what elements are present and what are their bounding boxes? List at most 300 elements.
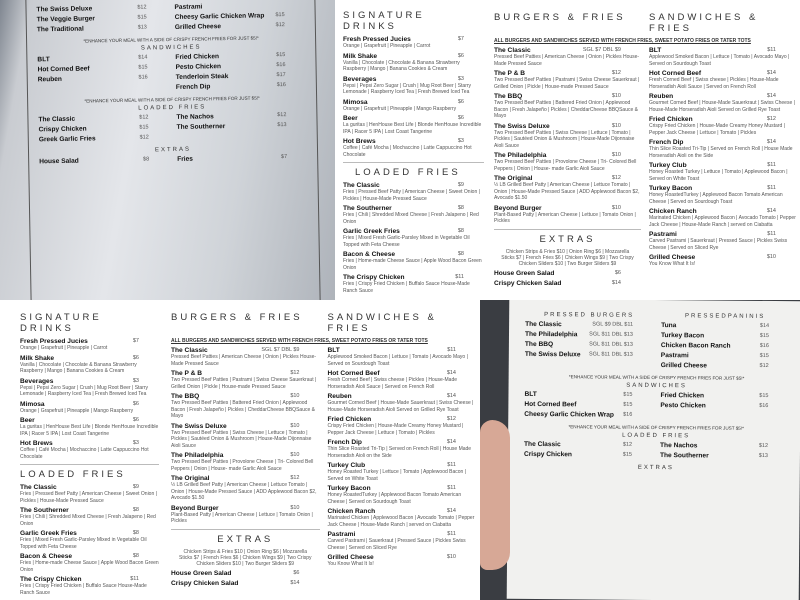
item-price: $6 xyxy=(293,569,300,576)
item-description: Pressed Beef Patties | American Cheese | Onion | Pickles House-Made Pressed Sauce xyxy=(171,354,317,367)
item-price: $13 xyxy=(758,452,768,459)
item-price: $14 xyxy=(446,439,456,445)
item-price: $15 xyxy=(137,14,147,21)
menu-item xyxy=(328,370,477,390)
item-name: The Crispy Chicken xyxy=(20,576,82,583)
menu-item xyxy=(524,451,652,459)
item-description: Plant-Based Patty | American Cheese | Lettuce | Tomato Onion | Pickles xyxy=(494,211,636,224)
extras-left xyxy=(39,156,169,168)
sandwiches-left xyxy=(37,54,168,96)
menu-item xyxy=(20,553,159,573)
menu-item xyxy=(649,162,796,182)
item-description: Two Pressed Beef Patties | Battered Fried Onion | Applewood Bacon | Fresh Jalapeño | Pickles | CheddarCheese BBQSauce & Mayo xyxy=(171,400,315,419)
item-name: Fries xyxy=(177,155,193,163)
menu-item xyxy=(37,24,167,33)
item-name: Turkey Bacon xyxy=(660,332,705,340)
item-price: $11 xyxy=(767,185,776,191)
menu-item xyxy=(343,115,484,135)
item-description: Pepsi | Pepsi Zero Sugar | Crush | Mug Root Beer | Starry Lemonade | Raspberry Iced Tea | Fresh Brewed Iced Tea xyxy=(20,384,149,397)
section-title: SANDWICHES xyxy=(140,44,202,52)
item-name: Chicken Ranch xyxy=(649,208,697,215)
menu-item xyxy=(494,47,641,67)
item-price: SGL $11 DBL $13 xyxy=(589,341,633,348)
item-name: Tenderloin Steak xyxy=(175,73,229,81)
item-name: The Classic xyxy=(343,182,380,189)
item-name: The Original xyxy=(171,475,210,482)
sandwiches-right xyxy=(660,392,788,423)
item-description: Two Pressed Beef Patties | Pastrami | Swiss Cheese Sauerkraut | Grilled Onion | Pickle | House-made Pressed Sauce xyxy=(171,377,317,390)
item-price: $12 xyxy=(139,114,149,121)
item-name: Grilled Cheese xyxy=(649,254,696,261)
item-name: The Philadelphia xyxy=(494,152,547,159)
item-price: $6 xyxy=(457,98,464,105)
item-name: The Traditional xyxy=(36,25,84,34)
item-name: BLT xyxy=(37,56,50,64)
item-price: $3 xyxy=(132,377,139,384)
item-name: Reuben xyxy=(649,93,674,100)
item-name: Fresh Pressed Jucies xyxy=(20,338,88,345)
menu-item xyxy=(171,423,320,450)
item-price: $10 xyxy=(611,152,621,158)
item-price: $6 xyxy=(614,269,621,276)
fries-right xyxy=(176,112,307,144)
item-price: $8 xyxy=(132,530,139,536)
item-price: $15 xyxy=(759,352,769,359)
item-price: $10 xyxy=(290,452,300,458)
item-name: Turkey Bacon xyxy=(327,485,371,492)
item-price: $10 xyxy=(611,93,621,99)
item-name: Turkey Club xyxy=(327,462,366,469)
loaded-fries-list xyxy=(343,182,484,294)
item-description: Honey RoastedTurkey | Applewood Bacon Tomato American Cheese | Served on Sourdough Toast xyxy=(649,192,783,205)
item-price: $16 xyxy=(138,74,148,81)
item-price: $15 xyxy=(139,124,149,131)
item-price: $15 xyxy=(759,332,770,339)
item-name: Crispy Chicken xyxy=(523,450,573,459)
menu-item xyxy=(494,175,641,202)
item-description: Honey Roasted Turkey | Lettuce | Tomato | Applewood Bacon | Served on White Toast xyxy=(649,169,788,182)
item-price: $14 xyxy=(290,579,300,586)
menu-photo-2 xyxy=(480,300,800,600)
item-price: $10 xyxy=(611,122,621,129)
item-name: Grilled Cheese xyxy=(174,23,222,31)
item-price: $8 xyxy=(457,205,464,211)
menu-item xyxy=(20,530,159,550)
menu-item xyxy=(20,338,159,352)
item-name: Fried Chicken xyxy=(649,116,693,123)
item-name: Crispy Chicken Salad xyxy=(494,279,562,287)
item-name: Crispy Chicken xyxy=(38,125,87,134)
item-name: Bacon & Cheese xyxy=(343,251,396,258)
item-description: Orange | Grapefruit | Pineapple | Carrot xyxy=(343,43,431,49)
menu-item xyxy=(177,122,307,131)
item-price: SGL $9 DBL $11 xyxy=(592,321,634,328)
item-price: $11 xyxy=(455,274,464,280)
menu-item xyxy=(328,439,477,459)
menu-item xyxy=(38,64,168,73)
menu-item xyxy=(38,74,168,83)
item-name: The Classic xyxy=(525,320,562,329)
item-name: Reuben xyxy=(327,393,352,400)
item-description: Fries | Mixed Fresh Garlic-Parsley Mixed in Vegetable Oil Topped with Feta Cheese xyxy=(20,537,147,550)
section-title: LOADED FRIES xyxy=(20,469,126,480)
item-price: $15 xyxy=(759,392,769,399)
item-name: The BBQ xyxy=(524,340,554,349)
item-name: Pesto Chicken xyxy=(175,63,222,71)
menu-item xyxy=(524,411,652,419)
item-name: The BBQ xyxy=(494,93,523,100)
item-price: $6 xyxy=(457,52,464,59)
menu-item xyxy=(649,208,796,228)
menu-item xyxy=(525,331,653,339)
divider xyxy=(343,162,484,163)
item-name: House Green Salad xyxy=(494,269,555,277)
menu-item xyxy=(328,554,477,568)
item-name: Fried Chicken xyxy=(327,416,372,423)
item-price: $12 xyxy=(611,175,621,181)
section-title: EXTRAS xyxy=(637,464,674,472)
item-description: La guritas | HenHouse Best Life | Blonde HenHouse Incredible IPA | Racer 5 IPA | Lost Coast Tangerine xyxy=(20,424,159,437)
fries-left xyxy=(524,441,652,462)
paninis-list xyxy=(661,322,789,370)
item-name: The Swiss Deluxe xyxy=(524,350,581,359)
section-title: LOADED FRIES xyxy=(355,167,461,178)
loaded-fries-list xyxy=(20,484,159,596)
item-name: Tuna xyxy=(661,322,677,330)
menu-item xyxy=(494,280,641,287)
section-title: BURGERS & FRIES xyxy=(494,12,626,23)
drinks-list xyxy=(20,338,159,460)
served-with-note: ALL BURGERS AND SANDWICHES SERVED WITH FRENCH FRIES, SWEET POTATO FRIES OR TATER TOTS xyxy=(171,338,428,344)
item-price: $13 xyxy=(137,24,147,31)
item-description: Gourmet Corned Beef | House-Made Sauerkraut | Swiss Cheese | House-Made Horseradish Aioli Served on Grilled Rye Toast xyxy=(649,100,795,113)
menu-item xyxy=(494,205,641,225)
menu-item xyxy=(649,231,796,251)
item-name: The Southerner xyxy=(20,507,69,514)
item-name: The P & B xyxy=(494,70,526,77)
item-name: Greek Garlic Fries xyxy=(38,135,96,144)
digital-menu-drinks xyxy=(335,0,490,300)
item-name: Crispy Chicken Salad xyxy=(171,579,239,587)
section-title: SANDWICHES xyxy=(626,382,687,390)
item-price: $14 xyxy=(446,508,456,514)
section-title: EXTRAS xyxy=(217,533,274,545)
item-price: $8 xyxy=(142,156,150,163)
menu-item xyxy=(524,441,652,449)
menu-item xyxy=(174,2,304,11)
menu-item xyxy=(176,82,306,91)
menu-item xyxy=(328,462,477,482)
item-price: $12 xyxy=(290,475,300,481)
sandwiches-list xyxy=(328,347,477,590)
item-name: Turkey Bacon xyxy=(649,185,693,192)
divider xyxy=(20,464,159,465)
item-description: Fresh Corned Beef | Swiss cheese | Pickles | House-Made Horseradish Aioli Sauce | Served on French Roll xyxy=(649,77,779,90)
menu-item xyxy=(524,401,652,409)
item-price: $10 xyxy=(766,254,776,260)
item-name: The Classic xyxy=(20,484,57,491)
item-price: $14 xyxy=(138,54,148,61)
item-description: Two Pressed Beef Patties | Provolone Cheese | Tri- Colored Bell Peppers | Onion | House- made Garlic Aioli Sauce xyxy=(171,459,314,472)
item-description: Two Pressed Beef Patties | Pastrami | Swiss Cheese Sauerkraut | Grilled Onion | Pickle | House-made Pressed Sauce xyxy=(494,77,640,90)
item-description: You Know What It Is! xyxy=(327,561,374,567)
item-description: Orange | Grapefruit | Pineapple | Mango Raspberry xyxy=(20,407,134,414)
item-description: Two Pressed Beef Patties | Swiss Cheese | Lettuce | Tomato | Pickles | Sautéed Onion & Mushroom | House-Made Dijonnaise Aioli Sauce xyxy=(494,129,635,149)
item-description: Applewood Smoked Bacon | Lettuce | Tomato | Avocado Mayo | Served on Sourdough Toast xyxy=(327,354,468,367)
item-description: Fries | Home-made Cheese Sauce | Apple Wood Bacon Green Onion xyxy=(343,258,482,271)
section-title: SIGNATURE DRINKS xyxy=(20,312,102,334)
item-description: Two Pressed Beef Patties | Battered Fried Onion | Applewood Bacon | Fresh Jalapeño | Pickles | CheddarCheese BBQSauce & Mayo xyxy=(494,100,638,119)
item-description: You Know What It Is! xyxy=(649,261,696,267)
burgers-column xyxy=(36,4,167,36)
extras-right xyxy=(177,154,307,166)
menu-photo-1 xyxy=(0,0,335,300)
enhance-note: *ENHANCE YOUR MEAL WITH A SIDE OF CRISPY FRENCH FRIES FOR JUST $5!* xyxy=(568,374,745,381)
item-name: The Swiss Deluxe xyxy=(494,122,550,130)
menu-item xyxy=(649,70,796,90)
menu-item xyxy=(524,391,652,399)
menu-item xyxy=(343,76,484,96)
item-description: Carved Pastrami | Sauerkraut | Pressed Sauce | Pickles Swiss Cheese | Served on Sliced Rye xyxy=(327,538,466,551)
item-price: $13 xyxy=(277,122,287,129)
item-price: $15 xyxy=(276,52,286,59)
fries-left xyxy=(38,114,169,146)
menu-item xyxy=(20,355,159,375)
item-price: $15 xyxy=(622,451,632,458)
menu-item xyxy=(171,505,320,525)
item-description: Fries | Mixed Fresh Garlic-Parsley Mixed in Vegetable Oil Topped with Feta Cheese xyxy=(343,235,470,248)
item-description: Thin Slice Roasted Tri-Tip | Served on French Roll | House Made Horseradish Aioli on the Side xyxy=(649,146,793,159)
salads-list xyxy=(171,570,320,587)
drinks-list xyxy=(343,36,484,158)
item-name: The P & B xyxy=(171,370,203,377)
item-name: The Philadelphia xyxy=(171,452,224,459)
item-price: $12 xyxy=(446,416,456,422)
item-name: The Crispy Chicken xyxy=(343,274,405,281)
item-name: The Swiss Deluxe xyxy=(171,422,227,430)
item-name: The BBQ xyxy=(171,393,200,400)
item-description: Two Pressed Beef Patties | Swiss Cheese | Lettuce | Tomato | Pickles | Sautéed Onion & Mushroom | House-Made Dijonnaise Aioli Sauce xyxy=(171,429,312,449)
item-name: Fried Chicken xyxy=(660,392,705,400)
menu-item xyxy=(525,351,653,359)
item-price: $11 xyxy=(447,531,456,537)
item-name: Milk Shake xyxy=(343,52,378,60)
menu-item xyxy=(343,205,484,225)
enhance-note: *ENHANCE YOUR MEAL WITH A SIDE OF CRISPY FRENCH FRIES FOR JUST $5!* xyxy=(83,35,259,44)
item-price: $12 xyxy=(275,22,285,29)
item-name: Fried Chicken xyxy=(175,53,220,61)
item-name: Beer xyxy=(20,417,35,424)
item-name: The Swiss Deluxe xyxy=(36,5,93,14)
item-description: Gourmet Corned Beef | House-Made Sauerkraut | Swiss Cheese | House-Made Horseradish Aioli Served on Grilled Rye Toast xyxy=(327,400,474,413)
item-price: $16 xyxy=(276,62,286,69)
item-name: Garlic Greek Fries xyxy=(343,228,400,235)
menu-item xyxy=(525,321,653,329)
item-name: BLT xyxy=(524,390,537,398)
item-description: Honey Roasted Turkey | Lettuce | Tomato | Applewood Bacon | Served on White Toast xyxy=(327,469,467,482)
item-price: $8 xyxy=(132,507,139,513)
menu-item xyxy=(343,53,484,73)
item-price: $17 xyxy=(276,72,286,79)
item-price: $15 xyxy=(623,391,633,398)
item-price: SGL $7 DBL $9 xyxy=(261,347,300,353)
menu-item xyxy=(494,270,641,277)
menu-item xyxy=(39,156,169,165)
item-name: Hot Brews xyxy=(20,440,53,447)
burgers-list xyxy=(171,347,320,525)
item-name: Mimosa xyxy=(343,98,368,106)
item-name: Grilled Cheese xyxy=(327,554,374,561)
fries-right xyxy=(660,442,788,463)
menu-item xyxy=(175,12,305,21)
item-name: Pastrami xyxy=(660,352,689,360)
menu-item xyxy=(328,531,477,551)
menu-item xyxy=(661,352,789,360)
menu-item xyxy=(20,378,159,398)
item-price: $10 xyxy=(611,204,621,211)
menu-item xyxy=(20,440,159,460)
menu-item xyxy=(661,362,789,370)
item-name: The Southerner xyxy=(343,205,392,212)
menu-item xyxy=(328,347,477,367)
menu-item xyxy=(171,475,320,502)
item-price: $8 xyxy=(457,251,464,257)
item-price: $14 xyxy=(759,322,770,329)
item-description: Crispy Fried Chicken | House-Made Creamy Honey Mustard | Pepper Jack Cheese | Lettuce | Tomato | Pickles xyxy=(327,423,464,436)
menu-item xyxy=(649,47,796,67)
menu-item xyxy=(39,124,169,133)
item-name: Hot Corned Beef xyxy=(37,65,90,74)
item-price: $12 xyxy=(611,70,621,76)
menu-item xyxy=(175,22,305,31)
item-name: French Dip xyxy=(327,439,362,446)
item-description: Carved Pastrami | Sauerkraut | Pressed Sauce | Pickles Swiss Cheese | Served on Sliced Rye xyxy=(649,238,788,251)
digital-menu-drinks-2 xyxy=(0,300,165,600)
menu-item xyxy=(661,322,789,330)
item-description: Fries | Chili | Shredded Mixed Cheese | Fresh Jalapeno | Red Onion xyxy=(343,212,479,225)
extras-text: Chicken Strips & Fries $10 | Onion Ring $6 | Mozzarella Sticks $7 | French Fries $6 | Chicken Wings $9 | Two Crispy Chicken Sliders $10 | Two Burger Sliders $9 xyxy=(179,548,312,567)
item-name: Bacon & Cheese xyxy=(20,553,73,560)
menu-item xyxy=(494,93,641,120)
menu-item xyxy=(649,116,796,136)
item-price: $12 xyxy=(139,134,149,141)
item-price: $16 xyxy=(759,342,769,349)
menu-item xyxy=(328,508,477,528)
item-price: $12 xyxy=(277,112,287,119)
divider xyxy=(494,229,641,230)
item-price: $3 xyxy=(457,138,464,144)
item-price: $11 xyxy=(130,576,139,582)
menu-item xyxy=(39,134,169,143)
item-price: $12 xyxy=(290,370,300,376)
item-description: Fresh Corned Beef | Swiss cheese | Pickles | House-Made Horseradish Aioli Sauce | Served on French Roll xyxy=(327,377,458,390)
item-name: The Classic xyxy=(524,440,561,449)
menu-item xyxy=(20,576,159,596)
menu-item xyxy=(343,228,484,248)
item-price: SGL $11 DBL $13 xyxy=(589,331,634,338)
menu-item xyxy=(661,342,789,350)
menu-item xyxy=(171,570,320,577)
item-price: $6 xyxy=(457,115,464,121)
item-description: Plant-Based Patty | American Cheese | Lettuce | Tomato Onion | Pickles xyxy=(171,511,313,524)
menu-item xyxy=(328,416,477,436)
item-name: Hot Brews xyxy=(343,138,376,145)
section-title: PRESSED BURGERS xyxy=(544,312,635,319)
menu-item xyxy=(343,274,484,294)
item-name: The Nachos xyxy=(660,442,698,450)
menu-item xyxy=(343,138,484,158)
menu-item xyxy=(661,332,789,340)
item-price: $12 xyxy=(622,441,633,448)
item-name: Chicken Ranch xyxy=(327,508,376,515)
digital-menu-burgers-2 xyxy=(165,300,480,600)
menu-item xyxy=(37,14,167,23)
menu-item xyxy=(36,4,166,13)
item-price: $12 xyxy=(766,116,776,122)
menu-item xyxy=(171,580,320,587)
item-price: $14 xyxy=(446,393,456,399)
served-with-note: ALL BURGERS AND SANDWICHES SERVED WITH FRENCH FRIES, SWEET POTATO FRIES OR TATER TOTS xyxy=(494,38,751,44)
item-price: $11 xyxy=(447,485,456,491)
item-description: ½ LB Grilled Beef Patty | American Cheese | Lettuce Tomato | Onion | House-Made Pressed Sauce | ADD Applewood Bacon $2, Avocado $1.50 xyxy=(494,182,640,201)
menu-item xyxy=(20,417,159,437)
menu-item xyxy=(660,392,788,400)
section-title: EXTRAS xyxy=(154,146,192,154)
item-price: $11 xyxy=(767,231,776,237)
menu-item xyxy=(176,112,306,121)
item-price: $8 xyxy=(132,553,139,559)
item-name: The Classic xyxy=(171,347,208,354)
digital-menu-burgers xyxy=(490,0,800,300)
sandwiches-right xyxy=(175,52,306,94)
enhance-note: *ENHANCE YOUR MEAL WITH A SIDE OF CRISPY FRENCH FRIES FOR JUST $5!* xyxy=(84,95,260,104)
item-name: The Southerner xyxy=(176,123,226,131)
item-name: The Veggie Burger xyxy=(36,15,96,24)
menu-paper xyxy=(507,300,800,600)
menu-item xyxy=(649,139,796,159)
item-name: Beer xyxy=(343,115,358,122)
salads-list xyxy=(494,270,641,287)
item-price: $15 xyxy=(275,12,285,19)
menu-item xyxy=(660,442,788,450)
item-price: SGL $7 DBL $9 xyxy=(582,47,621,53)
item-name: The Original xyxy=(494,175,533,182)
item-name: Garlic Greek Fries xyxy=(20,530,77,537)
item-name: Pastrami xyxy=(649,231,677,238)
item-name: BLT xyxy=(649,47,662,54)
sandwiches-list xyxy=(649,47,796,290)
menu-item xyxy=(343,182,484,202)
item-name: The Southerner xyxy=(659,452,709,460)
item-name: Beyond Burger xyxy=(494,204,542,212)
item-name: French Dip xyxy=(649,139,684,146)
item-price: $11 xyxy=(447,347,456,353)
item-price: $6 xyxy=(132,400,139,407)
item-name: Cheesy Garlic Chicken Wrap xyxy=(174,12,265,21)
item-name: Grilled Cheese xyxy=(660,362,707,370)
item-description: Applewood Smoked Bacon | Lettuce | Tomato | Avocado Mayo | Served on Sourdough Toast xyxy=(649,54,790,67)
item-price: $15 xyxy=(623,401,633,408)
section-title: EXTRAS xyxy=(539,233,596,245)
item-description: Pressed Beef Patties | American Cheese | Onion | Pickles House-Made Pressed Sauce xyxy=(494,54,640,67)
item-description: Two Pressed Beef Patties | Provolone Cheese | Tri- Colored Bell Peppers | Onion | House- made Garlic Aioli Sauce xyxy=(494,159,637,172)
item-price: $10 xyxy=(290,422,300,429)
item-price: $7 xyxy=(280,154,288,161)
item-name: Mimosa xyxy=(20,400,45,408)
item-description: ½ LB Grilled Beef Patty | American Cheese | Lettuce Tomato | Onion | House-Made Pressed Sauce | ADD Applewood Bacon $2, Avocado $1.50 xyxy=(171,482,317,501)
item-name: Beyond Burger xyxy=(171,504,219,512)
item-price: $16 xyxy=(759,402,769,409)
